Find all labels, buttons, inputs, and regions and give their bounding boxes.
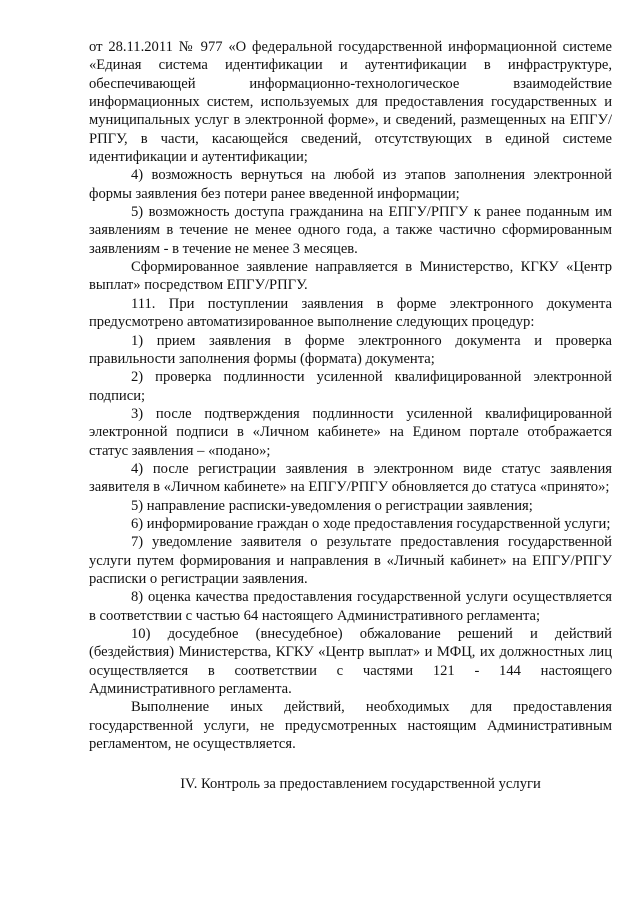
paragraph-submission: Сформированное заявление направляется в Министерство, КГКУ «Центр выплат» посредством ЕПГУ/РПГУ. bbox=[89, 259, 612, 294]
paragraph-continuation: от 28.11.2011 № 977 «О федеральной государственной информационной системе «Единая система идентификации и аутентификации в инфраструктуре, обеспечивающей информационно-технологическое взаимодействие информационных систем, используемых для предоставления государственных и муниципальных услуг в электронной форме», и сведений, размещенных на ЕПГУ/РПГУ, в части, касающейся сведений, отсутствующих в единой системе идентификации и аутентификации; bbox=[89, 39, 612, 166]
procedure-item-6: 6) информирование граждан о ходе предоставления государственной услуги; bbox=[131, 515, 611, 532]
section-heading: IV. Контроль за предоставлением государственной услуги bbox=[180, 776, 541, 793]
document-page bbox=[89, 38, 612, 794]
procedure-item-7: 7) уведомление заявителя о результате предоставления государственной услуги путем формирования и направления в «Личный кабинет» на ЕПГУ/РПГУ расписки о регистрации заявления. bbox=[89, 534, 612, 587]
procedure-item-1: 1) прием заявления в форме электронного документа и проверка правильности заполнения формы (формата) документа; bbox=[89, 332, 612, 367]
procedure-item-5: 5) направление расписки-уведомления о регистрации заявления; bbox=[131, 497, 533, 514]
procedure-item-10: 10) досудебное (внесудебное) обжалование решений и действий (бездействия) Министерства, КГКУ «Центр выплат» и МФЦ, их должностных лиц осуществляется в соответствии с частями 121 - 144 настоящего Административного регламента. bbox=[89, 626, 612, 698]
paragraph-111: 111. При поступлении заявления в форме электронного документа предусмотрено автоматизированное выполнение следующих процедур: bbox=[89, 295, 612, 331]
procedure-item-3: 3) после подтверждения подлинности усиленной квалифицированной электронной подписи в «Личном кабинете» на Едином портале отображается статус заявления – «подано»; bbox=[89, 405, 612, 459]
procedure-item-2: 2) проверка подлинности усиленной квалифицированной электронной подписи; bbox=[89, 369, 612, 404]
procedure-item-4: 4) после регистрации заявления в электронном виде статус заявления заявителя в «Личном кабинете» на ЕПГУ/РПГУ обновляется до статуса «принято»; bbox=[89, 460, 612, 496]
procedure-item-8: 8) оценка качества предоставления государственной услуги осуществляется в соответствии с частью 64 настоящего Административного регламента; bbox=[89, 589, 612, 624]
paragraph-other-actions: Выполнение иных действий, необходимых для предоставления государственной услуги, не предусмотренных настоящим Административным регламентом, не осуществляется. bbox=[89, 699, 612, 753]
list-item-4: 4) возможность вернуться на любой из этапов заполнения электронной формы заявления без потери ранее введенной информации; bbox=[89, 167, 612, 202]
list-item-5: 5) возможность доступа гражданина на ЕПГУ/РПГУ к ранее поданным им заявлениям в течение не менее одного года, а также частично сформированным заявлениям - в течение не менее 3 месяцев. bbox=[89, 204, 612, 257]
